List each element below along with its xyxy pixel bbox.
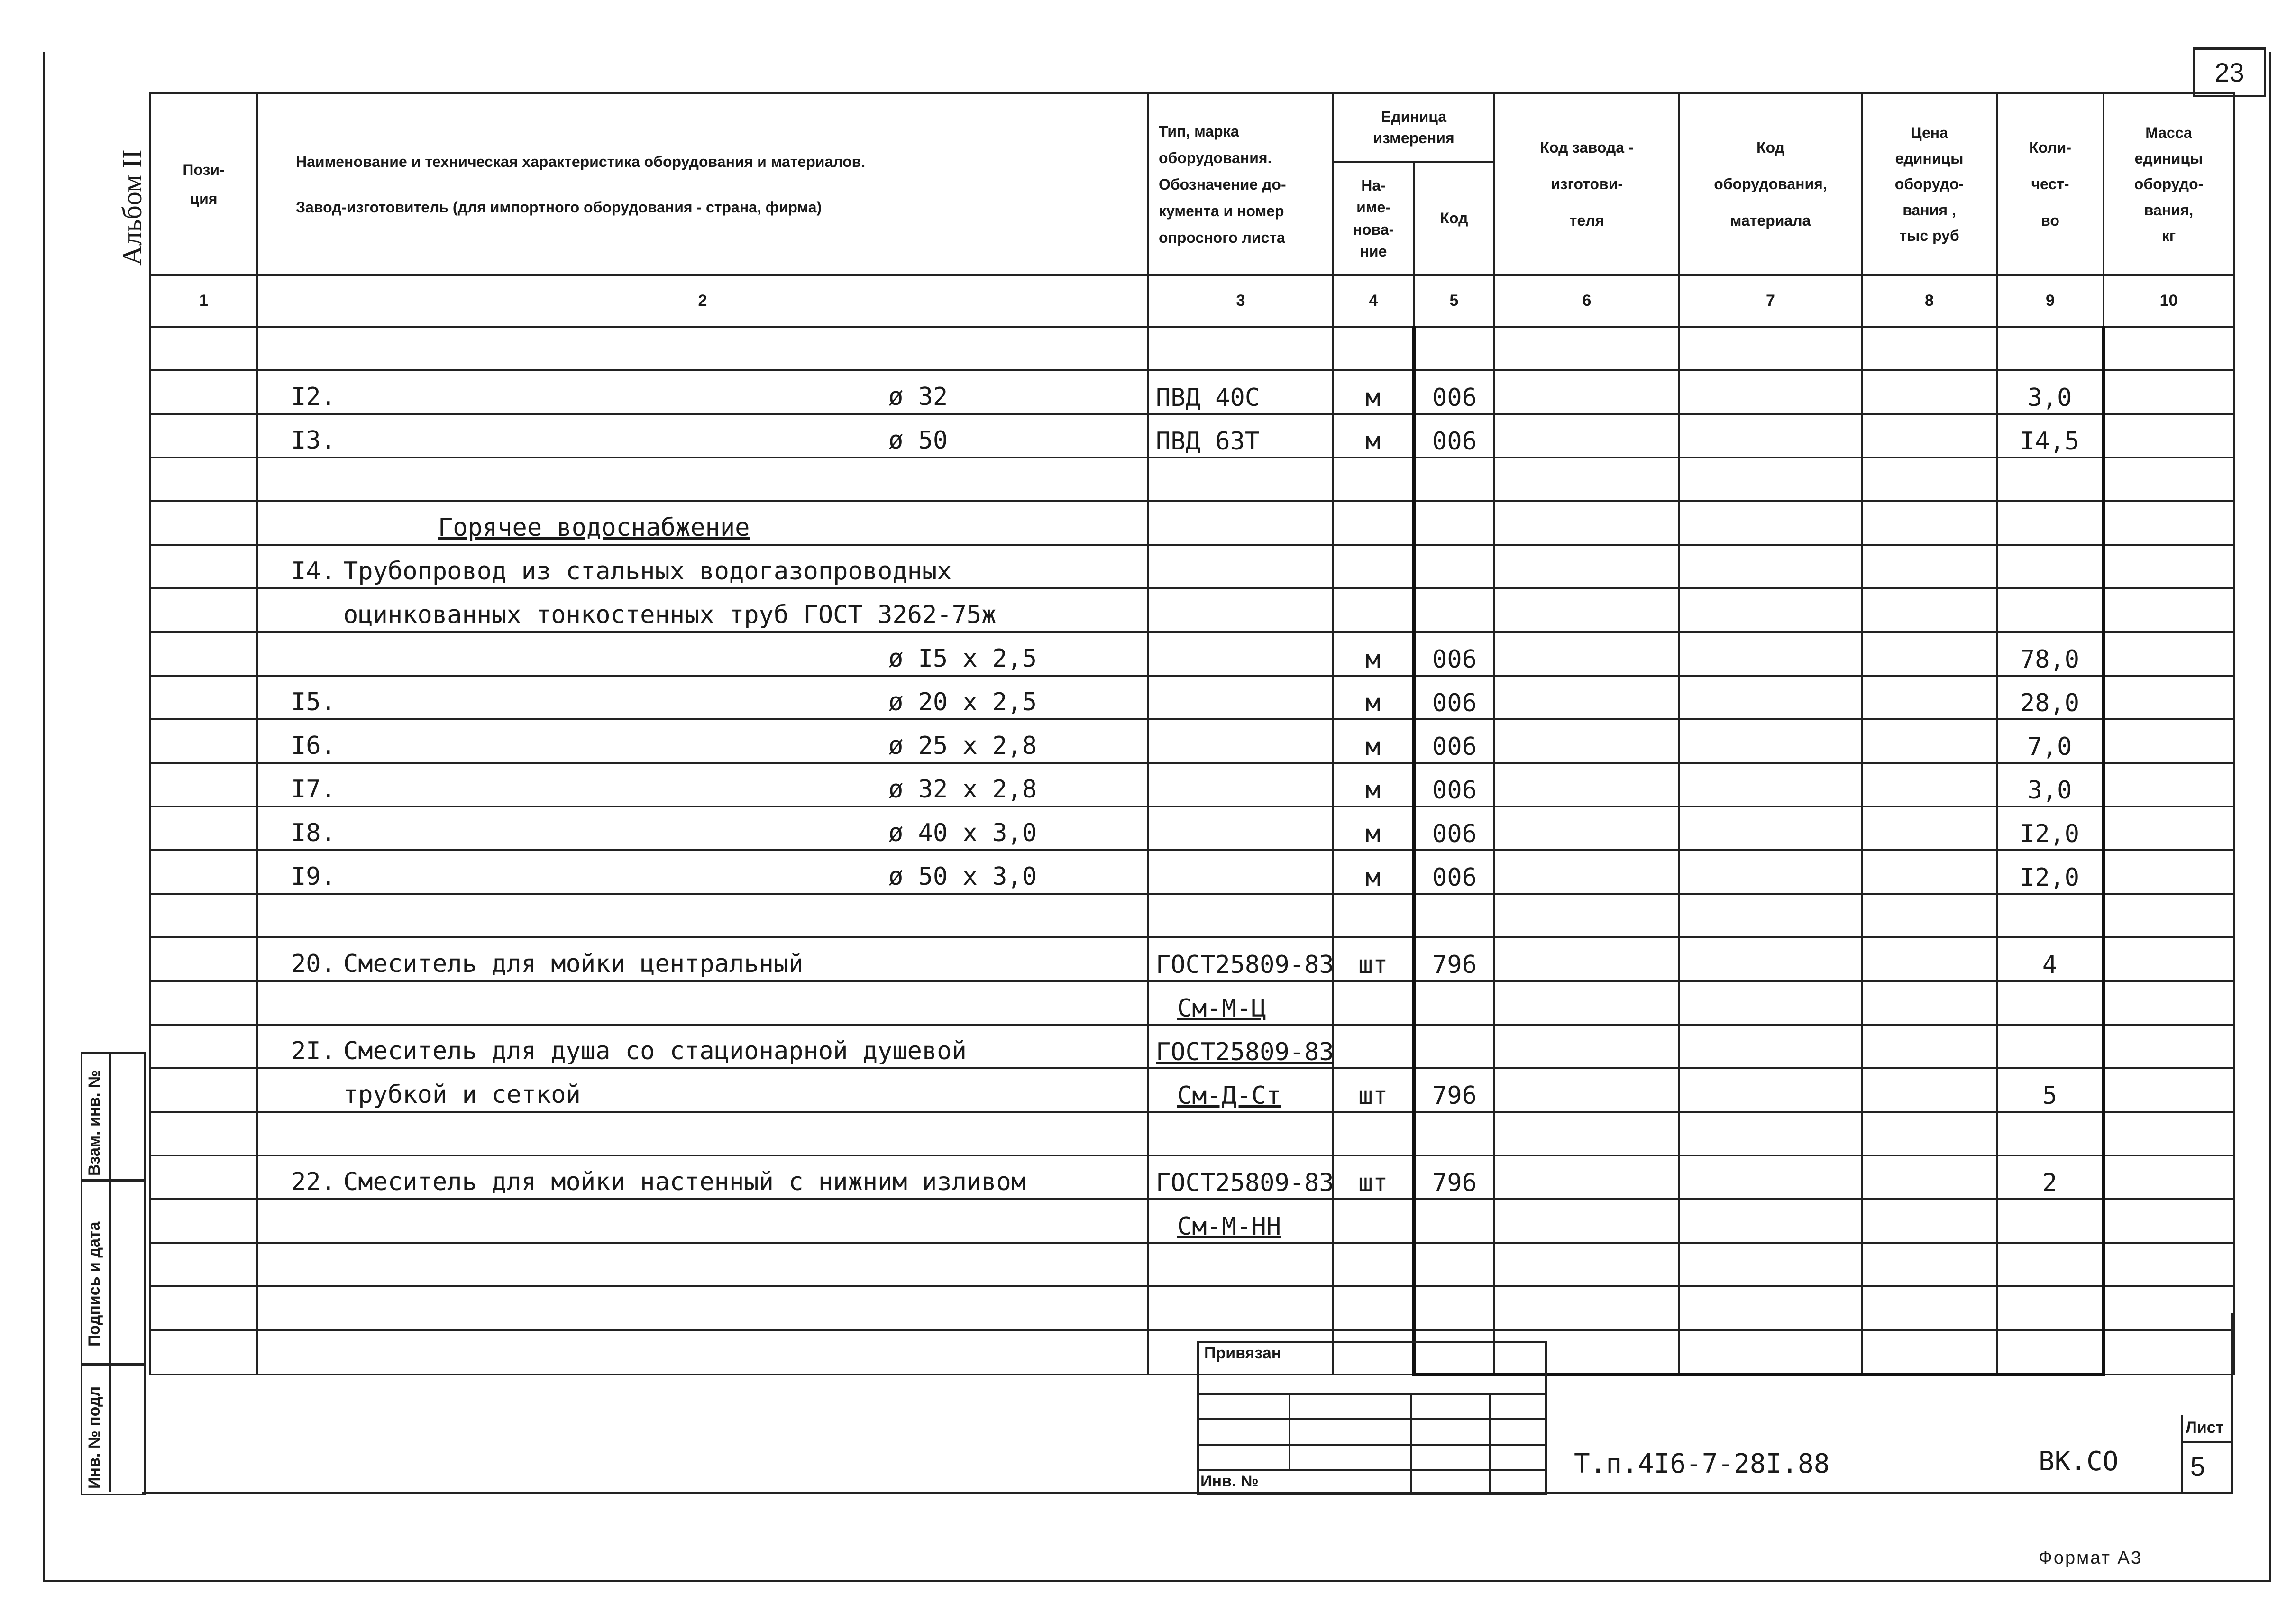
- header-unit-name: На- име- нова- ние: [1333, 162, 1414, 275]
- unit-name: шт: [1358, 1081, 1388, 1110]
- name-cell: [257, 1025, 1148, 1068]
- quantity: 4: [2042, 951, 2058, 979]
- name-cell: [257, 588, 1148, 632]
- column-number: 8: [1862, 275, 1997, 327]
- name-cell: [257, 806, 1148, 850]
- column-number: 10: [2104, 275, 2234, 327]
- column-number: 9: [1997, 275, 2104, 327]
- unit-code: 006: [1432, 820, 1477, 848]
- pipe-dimension: ø 32: [888, 383, 948, 411]
- table-row: [150, 1199, 2234, 1243]
- name-cell: [257, 1330, 1148, 1375]
- header-quantity: Коли- чест- во: [1997, 93, 2104, 275]
- table-row: [150, 1025, 2234, 1068]
- pipe-dimension: ø 32 x 2,8: [888, 775, 1037, 804]
- pipe-dimension: ø I5 x 2,5: [888, 644, 1037, 673]
- table-row: [150, 937, 2234, 981]
- item-name: Смеситель для мойки центральный: [343, 950, 804, 978]
- quantity: 5: [2042, 1081, 2058, 1110]
- unit-code: 006: [1432, 689, 1477, 717]
- position-number: I5.: [291, 688, 336, 716]
- pipe-dimension: ø 25 x 2,8: [888, 732, 1037, 760]
- unit-code: 006: [1432, 863, 1477, 892]
- tb-h2: [1197, 1418, 1545, 1420]
- column-number: 6: [1494, 275, 1679, 327]
- unit-code: 006: [1432, 776, 1477, 805]
- item-name: Смеситель для душа со стационарной душевой: [343, 1037, 967, 1065]
- name-cell: [257, 676, 1148, 719]
- unit-name: м: [1365, 820, 1381, 848]
- sheet-number: 5: [2190, 1451, 2205, 1481]
- position-number: 22.: [291, 1168, 336, 1196]
- name-cell: [257, 370, 1148, 414]
- name-cell: [257, 1112, 1148, 1155]
- name-cell: [257, 1286, 1148, 1330]
- name-cell: [257, 414, 1148, 458]
- position-number: I4.: [291, 557, 336, 586]
- column-number: 7: [1679, 275, 1862, 327]
- inv-no-label: Инв. №: [1200, 1472, 1259, 1490]
- table-row: [150, 632, 2234, 676]
- quantity: 7,0: [2027, 733, 2072, 761]
- table-row: [150, 458, 2234, 501]
- table-row: [150, 1155, 2234, 1199]
- quantity: 2: [2042, 1169, 2058, 1197]
- tb-v3: [1489, 1393, 1491, 1494]
- sheet-code: ВК.СО: [2039, 1446, 2119, 1477]
- name-cell: [257, 850, 1148, 894]
- name-cell: [257, 1199, 1148, 1243]
- name-cell: [257, 545, 1148, 588]
- table-row: [150, 1112, 2234, 1155]
- unit-name: м: [1365, 863, 1381, 892]
- header-unit-code: Код: [1414, 162, 1494, 275]
- type-mark: См-М-НН: [1177, 1212, 1281, 1241]
- unit-name: м: [1365, 689, 1381, 717]
- tb-h4: [1197, 1469, 1545, 1471]
- unit-code: 006: [1432, 384, 1477, 412]
- item-name: оцинкованных тонкостенных труб ГОСТ 3262-75ж: [343, 601, 997, 629]
- title-frame-bottom: [142, 1492, 2233, 1494]
- column-number: 5: [1414, 275, 1494, 327]
- quantity: I2,0: [2020, 820, 2080, 848]
- position-number: I8.: [291, 819, 336, 847]
- album-label: Альбом II: [117, 149, 147, 266]
- pipe-dimension: ø 20 x 2,5: [888, 688, 1037, 716]
- table-row: [150, 545, 2234, 588]
- name-cell: [257, 632, 1148, 676]
- name-cell: [257, 501, 1148, 545]
- table-row: [150, 1330, 2234, 1375]
- quantity: 3,0: [2027, 776, 2072, 805]
- column-number: 4: [1333, 275, 1414, 327]
- quantity: 3,0: [2027, 384, 2072, 412]
- unit-name: шт: [1358, 951, 1388, 979]
- unit-code: 006: [1432, 733, 1477, 761]
- format-label: Формат А3: [2039, 1548, 2143, 1568]
- header-name: Наименование и техническая характеристика оборудования и материалов. Завод-изготовитель (для импортного оборудования - страна, фирма): [257, 93, 1148, 275]
- unit-name: м: [1365, 733, 1381, 761]
- name-cell: [257, 894, 1148, 937]
- type-mark: ПВД 40С: [1156, 384, 1260, 412]
- label-inv-zam: Взам. инв. №: [85, 1070, 103, 1176]
- bottom-border: [43, 1580, 2271, 1582]
- pipe-dimension: ø 50 x 3,0: [888, 862, 1037, 891]
- header-position: Пози- ция: [150, 93, 257, 275]
- unit-name: шт: [1358, 1169, 1388, 1197]
- item-name: Смеситель для мойки настенный с нижним изливом: [343, 1168, 1026, 1196]
- specification-table: [149, 92, 2235, 1376]
- sheet-cell-divider: [2181, 1441, 2233, 1443]
- document-code: Т.п.4I6-7-28I.88: [1574, 1448, 1830, 1479]
- table-row: [150, 327, 2234, 370]
- name-cell: [257, 327, 1148, 370]
- name-cell: [257, 1068, 1148, 1112]
- unit-name: м: [1365, 645, 1381, 674]
- name-cell: [257, 937, 1148, 981]
- unit-code: 796: [1432, 1169, 1477, 1197]
- type-mark: ГОСТ25809-83: [1156, 951, 1334, 979]
- column-number: 1: [150, 275, 257, 327]
- position-number: I6.: [291, 732, 336, 760]
- pipe-dimension: ø 50: [888, 426, 948, 455]
- table-row: [150, 501, 2234, 545]
- tb-h1: [1197, 1393, 1545, 1395]
- sheet-label: Лист: [2186, 1419, 2224, 1437]
- header-factory-code: Код завода - изготови- теля: [1494, 93, 1679, 275]
- header-price: Цена единицы оборудо- вания , тыс руб: [1862, 93, 1997, 275]
- table-row: [150, 763, 2234, 806]
- column-number: 3: [1148, 275, 1333, 327]
- unit-code: 796: [1432, 1081, 1477, 1110]
- quantity: 28,0: [2020, 689, 2080, 717]
- quantity: I2,0: [2020, 863, 2080, 892]
- position-number: 20.: [291, 950, 336, 978]
- type-mark: ГОСТ25809-83: [1156, 1038, 1334, 1066]
- position-number: I3.: [291, 426, 336, 455]
- name-cell: [257, 1155, 1148, 1199]
- section-heading: Горячее водоснабжение: [438, 513, 750, 542]
- tb-v2: [1410, 1393, 1412, 1494]
- column-number: 2: [257, 275, 1148, 327]
- table-row: [150, 1243, 2234, 1286]
- unit-name: м: [1365, 776, 1381, 805]
- item-name: трубкой и сеткой: [343, 1081, 581, 1109]
- name-cell: [257, 1243, 1148, 1286]
- header-material-code: Код оборудования, материала: [1679, 93, 1862, 275]
- table-row: [150, 719, 2234, 763]
- header-mass: Масса единицы оборудо- вания, кг: [2104, 93, 2234, 275]
- table-row: [150, 1068, 2234, 1112]
- table-row: [150, 806, 2234, 850]
- name-cell: [257, 763, 1148, 806]
- unit-code: 006: [1432, 427, 1477, 456]
- tb-h3: [1197, 1444, 1545, 1446]
- table-row: [150, 850, 2234, 894]
- page-number: 23: [2193, 47, 2266, 97]
- unit-code: 796: [1432, 951, 1477, 979]
- type-mark: См-Д-Ст: [1177, 1081, 1281, 1110]
- quantity: 78,0: [2020, 645, 2080, 674]
- table-row: [150, 370, 2234, 414]
- item-name: Трубопровод из стальных водогазопроводных: [343, 557, 952, 586]
- position-number: I7.: [291, 775, 336, 804]
- name-cell: [257, 719, 1148, 763]
- table-row: [150, 981, 2234, 1025]
- privyazan-label: Привязан: [1204, 1344, 1281, 1362]
- position-number: I9.: [291, 862, 336, 891]
- label-inv-podl: Инв. № подл: [85, 1386, 103, 1489]
- stamp-divider: [109, 1052, 111, 1492]
- unit-name: м: [1365, 427, 1381, 456]
- header-unit-group: Единица измерения: [1333, 93, 1494, 162]
- table-row: [150, 676, 2234, 719]
- label-podpis: Подпись и дата: [85, 1221, 103, 1347]
- name-cell: [257, 981, 1148, 1025]
- table-row: [150, 894, 2234, 937]
- unit-name: м: [1365, 384, 1381, 412]
- position-number: 2I.: [291, 1037, 336, 1065]
- unit-code: 006: [1432, 645, 1477, 674]
- pipe-dimension: ø 40 x 3,0: [888, 819, 1037, 847]
- name-cell: [257, 458, 1148, 501]
- position-number: I2.: [291, 383, 336, 411]
- type-mark: См-М-Ц: [1177, 994, 1266, 1023]
- table-row: [150, 1286, 2234, 1330]
- table-row: [150, 414, 2234, 458]
- quantity: I4,5: [2020, 427, 2080, 456]
- table-row: [150, 588, 2234, 632]
- type-mark: ПВД 63Т: [1156, 427, 1260, 456]
- type-mark: ГОСТ25809-83: [1156, 1169, 1334, 1197]
- header-type: Тип, марка оборудования. Обозначение до- кумента и номер опросного листа: [1148, 93, 1333, 275]
- tb-v1: [1289, 1393, 1290, 1469]
